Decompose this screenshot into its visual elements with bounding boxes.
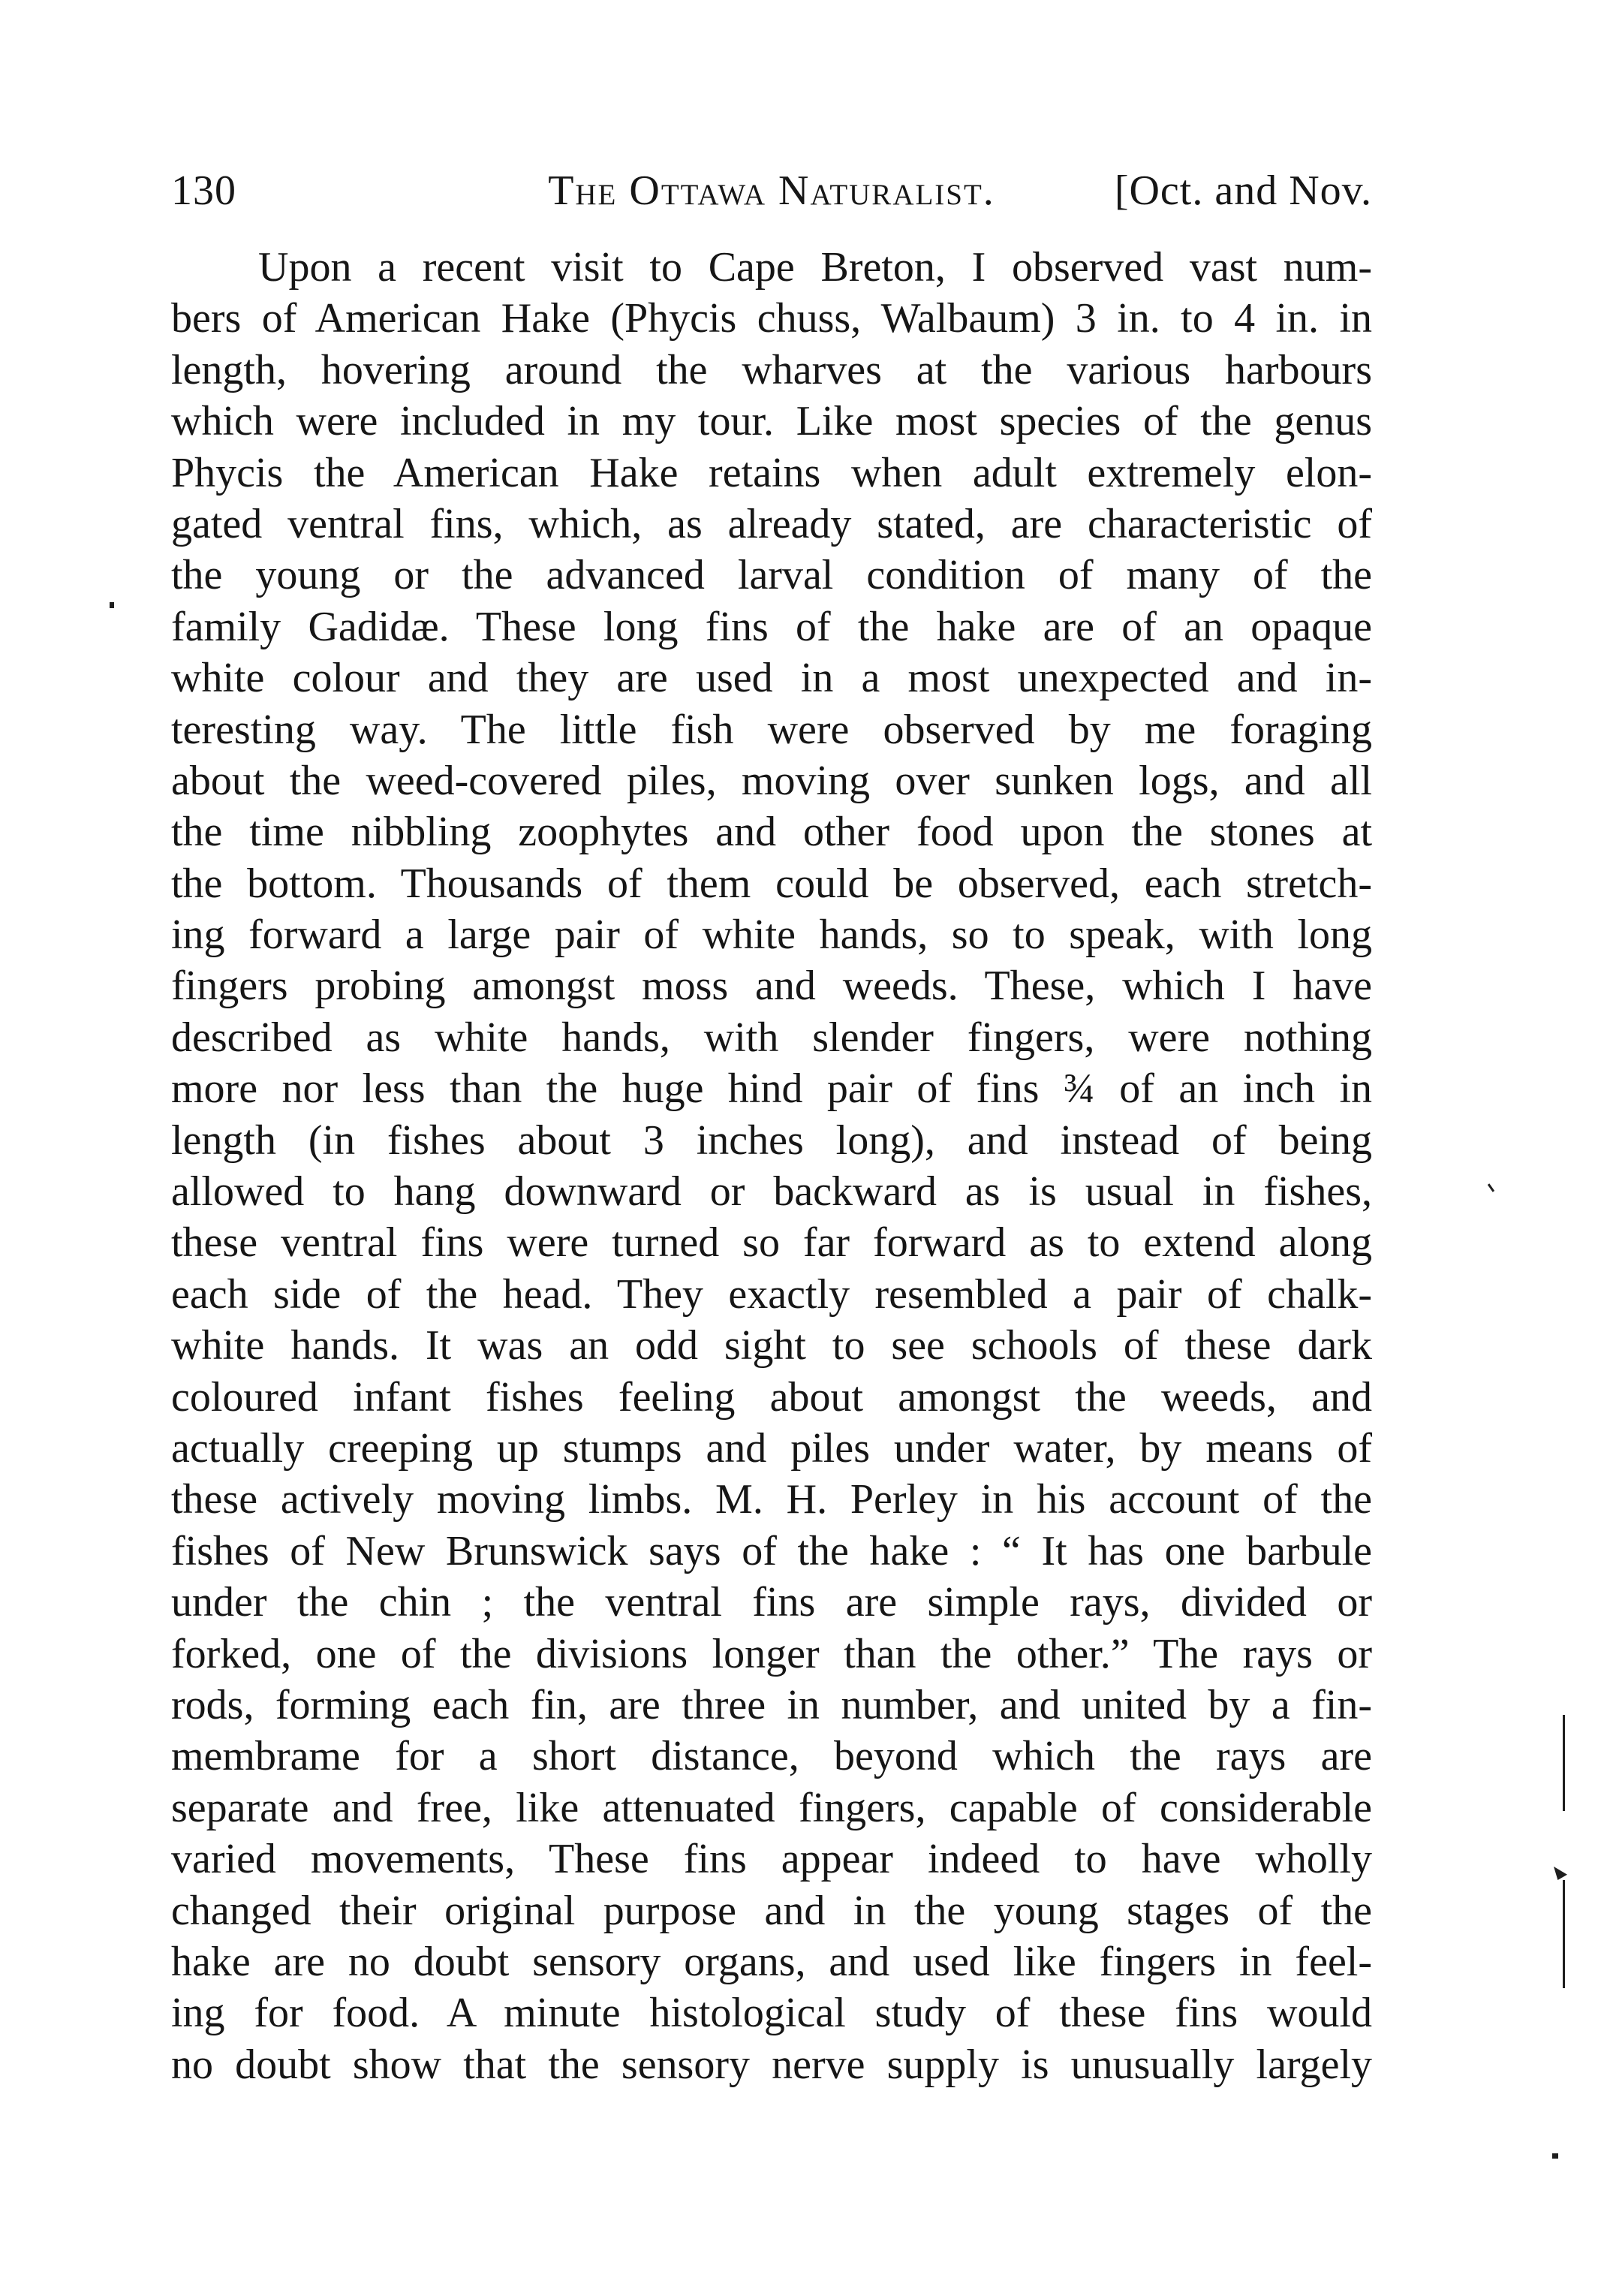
page-number: 130 [171,167,236,214]
scan-dot-left [110,602,114,608]
text-line: bers of American Hake (Phycis chuss, Walbaum) 3 in. to 4 in. in [171,295,1372,342]
text-line: the young or the advanced larval condition of many of the [171,552,1372,599]
text-line: varied movements, These fins appear indeed to have wholly [171,1836,1372,1883]
scan-bar-right-2 [1563,1880,1565,1988]
text-line: Phycis the American Hake retains when adult extremely elon- [171,449,1372,496]
text-line: separate and free, like attenuated fingers, capable of considerable [171,1784,1372,1831]
text-line: white colour and they are used in a most unexpected and in- [171,655,1372,702]
scan-arrow-right [1554,1867,1567,1880]
scan-dot-right-lower [1552,2153,1558,2159]
text-line: ing forward a large pair of white hands, so to speak, with long [171,911,1372,959]
text-line: these actively moving limbs. M. H. Perley in his account of the [171,1476,1372,1523]
text-line: which were included in my tour. Like most species of the genus [171,398,1372,445]
text-line: Upon a recent visit to Cape Breton, I observed vast num- [258,244,1372,291]
scan-tick-right-upper [1488,1183,1494,1192]
running-title: The Ottawa Naturalist. [548,167,995,214]
text-line: rods, forming each fin, are three in number, and united by a fin- [171,1681,1372,1728]
text-line: hake are no doubt sensory organs, and used like fingers in feel- [171,1938,1372,1985]
text-line: the time nibbling zoophytes and other food upon the stones at [171,809,1372,856]
text-line: changed their original purpose and in the young stages of the [171,1887,1372,1934]
text-line: under the chin ; the ventral fins are simple rays, divided or [171,1579,1372,1626]
text-line: about the weed-covered piles, moving over sunken logs, and all [171,757,1372,804]
text-line: these ventral fins were turned so far forward as to extend along [171,1219,1372,1267]
text-line: actually creeping up stumps and piles under water, by means of [171,1424,1372,1472]
text-line: allowed to hang downward or backward as is usual in fishes, [171,1168,1372,1216]
text-line: length, hovering around the wharves at the various harbours [171,346,1372,393]
article-body [171,242,1372,2090]
text-line: each side of the head. They exactly resembled a pair of chalk- [171,1270,1372,1318]
text-line: forked, one of the divisions longer than the other.” The rays or [171,1630,1372,1677]
text-line: fingers probing amongst moss and weeds. These, which I have [171,963,1372,1010]
scan-bar-right-1 [1563,1715,1565,1811]
text-line: no doubt show that the sensory nerve supply is unusually largely [171,2041,1372,2088]
text-line: the bottom. Thousands of them could be observed, each stretch- [171,860,1372,907]
text-line: ing for food. A minute histological study of these fins would [171,1990,1372,2037]
text-line: coloured infant fishes feeling about amongst the weeds, and [171,1373,1372,1421]
text-line: described as white hands, with slender fingers, were nothing [171,1014,1372,1061]
text-line: length (in fishes about 3 inches long), and instead of being [171,1116,1372,1164]
text-line: white hands. It was an odd sight to see schools of these dark [171,1322,1372,1369]
text-line: gated ventral fins, which, as already stated, are characteristic of [171,500,1372,547]
page-header [171,164,1372,218]
text-line: more nor less than the huge hind pair of fins ¾ of an inch in [171,1065,1372,1113]
issue-date: [Oct. and Nov. [1114,167,1372,214]
text-line: membrame for a short distance, beyond which the rays are [171,1733,1372,1780]
text-line: fishes of New Brunswick says of the hake : “ It has one barbule [171,1527,1372,1574]
text-line: family Gadidæ. These long fins of the hake are of an opaque [171,603,1372,650]
text-line: teresting way. The little fish were observed by me foraging [171,706,1372,753]
